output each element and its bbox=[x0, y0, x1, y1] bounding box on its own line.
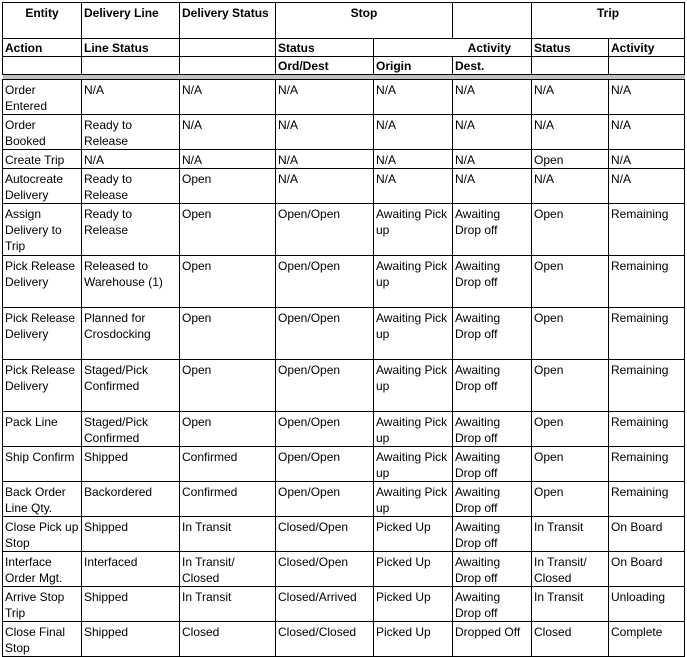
cell-line-status: Ready to Release bbox=[82, 169, 180, 204]
cell-origin-activity: N/A bbox=[374, 115, 453, 150]
cell-dest-activity: Awaiting Drop off bbox=[453, 308, 532, 360]
cell-dest-activity: Awaiting Drop off bbox=[453, 482, 532, 517]
cell-origin-activity: Picked Up bbox=[374, 587, 453, 622]
cell-stop-status: N/A bbox=[276, 115, 374, 150]
cell-stop-status: Open/Open bbox=[276, 412, 374, 447]
cell-line-status: Backordered bbox=[82, 482, 180, 517]
cell-trip-activity: Remaining bbox=[609, 482, 685, 517]
cell-trip-activity: N/A bbox=[609, 115, 685, 150]
cell-action: Pick Release Delivery bbox=[3, 308, 82, 360]
cell-origin-activity: Awaiting Pick up bbox=[374, 412, 453, 447]
table-row bbox=[3, 412, 685, 447]
table-row bbox=[3, 308, 685, 360]
cell-dest-activity: N/A bbox=[453, 115, 532, 150]
cell-delivery-status: In Transit bbox=[180, 587, 276, 622]
cell-stop-status: Open/Open bbox=[276, 360, 374, 412]
cell-stop-status: N/A bbox=[276, 150, 374, 169]
cell-delivery-status: Confirmed bbox=[180, 482, 276, 517]
cell-line-status: Released to Warehouse (1) bbox=[82, 256, 180, 308]
header-delivery-line: Delivery Line bbox=[82, 3, 180, 39]
cell-line-status: Planned for Crosdocking bbox=[82, 308, 180, 360]
cell-origin-activity: Awaiting Pick up bbox=[374, 256, 453, 308]
cell-dest-activity: N/A bbox=[453, 150, 532, 169]
cell-stop-status: N/A bbox=[276, 169, 374, 204]
cell-origin-activity: Awaiting Pick up bbox=[374, 447, 453, 482]
cell-line-status: Interfaced bbox=[82, 552, 180, 587]
table-row bbox=[3, 622, 685, 657]
header-trip-activity: Activity bbox=[609, 39, 685, 57]
cell-origin-activity: Awaiting Pick up bbox=[374, 204, 453, 256]
cell-line-status: Shipped bbox=[82, 517, 180, 552]
header-origin: Origin bbox=[374, 57, 453, 75]
header-line-status: Line Status bbox=[82, 39, 180, 57]
cell-origin-activity: Awaiting Pick up bbox=[374, 360, 453, 412]
cell-action: Back Order Line Qty. bbox=[3, 482, 82, 517]
cell-delivery-status: In Transit/ Closed bbox=[180, 552, 276, 587]
cell-line-status: Ready to Release bbox=[82, 115, 180, 150]
header-trip-status: Status bbox=[532, 39, 609, 57]
cell-line-status: Shipped bbox=[82, 622, 180, 657]
cell-line-status: Staged/Pick Confirmed bbox=[82, 360, 180, 412]
cell-delivery-status: Open bbox=[180, 204, 276, 256]
table-row bbox=[3, 115, 685, 150]
cell-trip-status: Open bbox=[532, 204, 609, 256]
cell-action: Create Trip bbox=[3, 150, 82, 169]
cell-stop-status: Closed/Open bbox=[276, 552, 374, 587]
cell-line-status: Shipped bbox=[82, 447, 180, 482]
cell-action: Close Final Stop bbox=[3, 622, 82, 657]
table-row bbox=[3, 447, 685, 482]
cell-trip-activity: Complete bbox=[609, 622, 685, 657]
cell-dest-activity: Awaiting Drop off bbox=[453, 412, 532, 447]
cell-action: Arrive Stop Trip bbox=[3, 587, 82, 622]
cell-stop-status: Open/Open bbox=[276, 256, 374, 308]
cell-action: Order Entered bbox=[3, 80, 82, 115]
cell-origin-activity: Awaiting Pick up bbox=[374, 308, 453, 360]
cell-trip-status: Open bbox=[532, 308, 609, 360]
cell-trip-status: N/A bbox=[532, 169, 609, 204]
table-row bbox=[3, 150, 685, 169]
cell-stop-status: Closed/Open bbox=[276, 517, 374, 552]
cell-trip-activity: On Board bbox=[609, 552, 685, 587]
cell-origin-activity: N/A bbox=[374, 80, 453, 115]
cell-line-status: N/A bbox=[82, 150, 180, 169]
cell-action: Pick Release Delivery bbox=[3, 256, 82, 308]
cell-trip-status: N/A bbox=[532, 80, 609, 115]
cell-trip-status: Closed bbox=[532, 622, 609, 657]
cell-line-status: Staged/Pick Confirmed bbox=[82, 412, 180, 447]
cell-trip-status: Open bbox=[532, 482, 609, 517]
header-blank-3 bbox=[3, 57, 82, 75]
cell-stop-status: N/A bbox=[276, 80, 374, 115]
header-blank bbox=[453, 3, 532, 39]
table-row bbox=[3, 204, 685, 256]
cell-trip-activity: Remaining bbox=[609, 308, 685, 360]
table-row bbox=[3, 552, 685, 587]
header-stop-activity: Activity bbox=[374, 39, 532, 57]
cell-origin-activity: Picked Up bbox=[374, 622, 453, 657]
cell-delivery-status: Open bbox=[180, 169, 276, 204]
header-blank-2 bbox=[180, 39, 276, 57]
cell-trip-status: In Transit bbox=[532, 517, 609, 552]
cell-origin-activity: Awaiting Pick up bbox=[374, 482, 453, 517]
cell-dest-activity: N/A bbox=[453, 169, 532, 204]
cell-dest-activity: N/A bbox=[453, 80, 532, 115]
cell-action: Pack Line bbox=[3, 412, 82, 447]
cell-origin-activity: N/A bbox=[374, 169, 453, 204]
cell-trip-activity: Remaining bbox=[609, 360, 685, 412]
status-table-container bbox=[2, 2, 684, 657]
cell-stop-status: Open/Open bbox=[276, 447, 374, 482]
header-blank-4 bbox=[82, 57, 180, 75]
cell-action: Autocreate Delivery bbox=[3, 169, 82, 204]
cell-trip-status: In Transit/ Closed bbox=[532, 552, 609, 587]
table-row bbox=[3, 256, 685, 308]
cell-trip-status: N/A bbox=[532, 115, 609, 150]
cell-dest-activity: Awaiting Drop off bbox=[453, 447, 532, 482]
cell-action: Interface Order Mgt. bbox=[3, 552, 82, 587]
header-entity: Entity bbox=[3, 3, 82, 39]
cell-dest-activity: Dropped Off bbox=[453, 622, 532, 657]
cell-action: Ship Confirm bbox=[3, 447, 82, 482]
header-blank-5 bbox=[180, 57, 276, 75]
cell-trip-activity: Remaining bbox=[609, 412, 685, 447]
delivery-status-table bbox=[2, 2, 685, 657]
cell-stop-status: Closed/Arrived bbox=[276, 587, 374, 622]
cell-dest-activity: Awaiting Drop off bbox=[453, 256, 532, 308]
table-row bbox=[3, 482, 685, 517]
cell-dest-activity: Awaiting Drop off bbox=[453, 204, 532, 256]
header-row-1 bbox=[3, 3, 685, 39]
header-dest: Dest. bbox=[453, 57, 532, 75]
cell-dest-activity: Awaiting Drop off bbox=[453, 517, 532, 552]
cell-trip-status: Open bbox=[532, 360, 609, 412]
cell-stop-status: Closed/Closed bbox=[276, 622, 374, 657]
cell-trip-activity: Unloading bbox=[609, 587, 685, 622]
header-row-2 bbox=[3, 39, 685, 57]
cell-trip-status: Open bbox=[532, 256, 609, 308]
cell-trip-activity: N/A bbox=[609, 150, 685, 169]
cell-trip-status: Open bbox=[532, 447, 609, 482]
table-row bbox=[3, 587, 685, 622]
cell-trip-activity: N/A bbox=[609, 169, 685, 204]
header-blank-6 bbox=[532, 57, 609, 75]
cell-origin-activity: N/A bbox=[374, 150, 453, 169]
table-row bbox=[3, 169, 685, 204]
cell-delivery-status: Open bbox=[180, 412, 276, 447]
cell-trip-status: In Transit bbox=[532, 587, 609, 622]
cell-stop-status: Open/Open bbox=[276, 482, 374, 517]
header-blank-7 bbox=[609, 57, 685, 75]
cell-line-status: N/A bbox=[82, 80, 180, 115]
cell-origin-activity: Picked Up bbox=[374, 517, 453, 552]
cell-stop-status: Open/Open bbox=[276, 308, 374, 360]
cell-delivery-status: Closed bbox=[180, 622, 276, 657]
table-row bbox=[3, 80, 685, 115]
header-row-3 bbox=[3, 57, 685, 75]
cell-trip-activity: Remaining bbox=[609, 204, 685, 256]
cell-trip-activity: N/A bbox=[609, 80, 685, 115]
cell-line-status: Ready to Release bbox=[82, 204, 180, 256]
cell-delivery-status: In Transit bbox=[180, 517, 276, 552]
header-trip: Trip bbox=[532, 3, 685, 39]
cell-trip-activity: On Board bbox=[609, 517, 685, 552]
cell-dest-activity: Awaiting Drop off bbox=[453, 552, 532, 587]
cell-delivery-status: N/A bbox=[180, 150, 276, 169]
cell-delivery-status: Open bbox=[180, 308, 276, 360]
cell-trip-status: Open bbox=[532, 412, 609, 447]
header-delivery-status: Delivery Status bbox=[180, 3, 276, 39]
cell-delivery-status: N/A bbox=[180, 115, 276, 150]
cell-dest-activity: Awaiting Drop off bbox=[453, 587, 532, 622]
cell-action: Order Booked bbox=[3, 115, 82, 150]
cell-delivery-status: Open bbox=[180, 256, 276, 308]
header-stop: Stop bbox=[276, 3, 453, 39]
cell-trip-activity: Remaining bbox=[609, 256, 685, 308]
cell-action: Assign Delivery to Trip bbox=[3, 204, 82, 256]
cell-line-status: Shipped bbox=[82, 587, 180, 622]
cell-origin-activity: Picked Up bbox=[374, 552, 453, 587]
cell-trip-activity: Remaining bbox=[609, 447, 685, 482]
cell-action: Close Pick up Stop bbox=[3, 517, 82, 552]
header-action: Action bbox=[3, 39, 82, 57]
cell-trip-status: Open bbox=[532, 150, 609, 169]
cell-delivery-status: Confirmed bbox=[180, 447, 276, 482]
header-ord-dest: Ord/Dest bbox=[276, 57, 374, 75]
cell-stop-status: Open/Open bbox=[276, 204, 374, 256]
cell-dest-activity: Awaiting Drop off bbox=[453, 360, 532, 412]
header-stop-status: Status bbox=[276, 39, 374, 57]
table-row bbox=[3, 517, 685, 552]
cell-action: Pick Release Delivery bbox=[3, 360, 82, 412]
table-row bbox=[3, 360, 685, 412]
cell-delivery-status: N/A bbox=[180, 80, 276, 115]
cell-delivery-status: Open bbox=[180, 360, 276, 412]
table-body bbox=[3, 80, 685, 657]
